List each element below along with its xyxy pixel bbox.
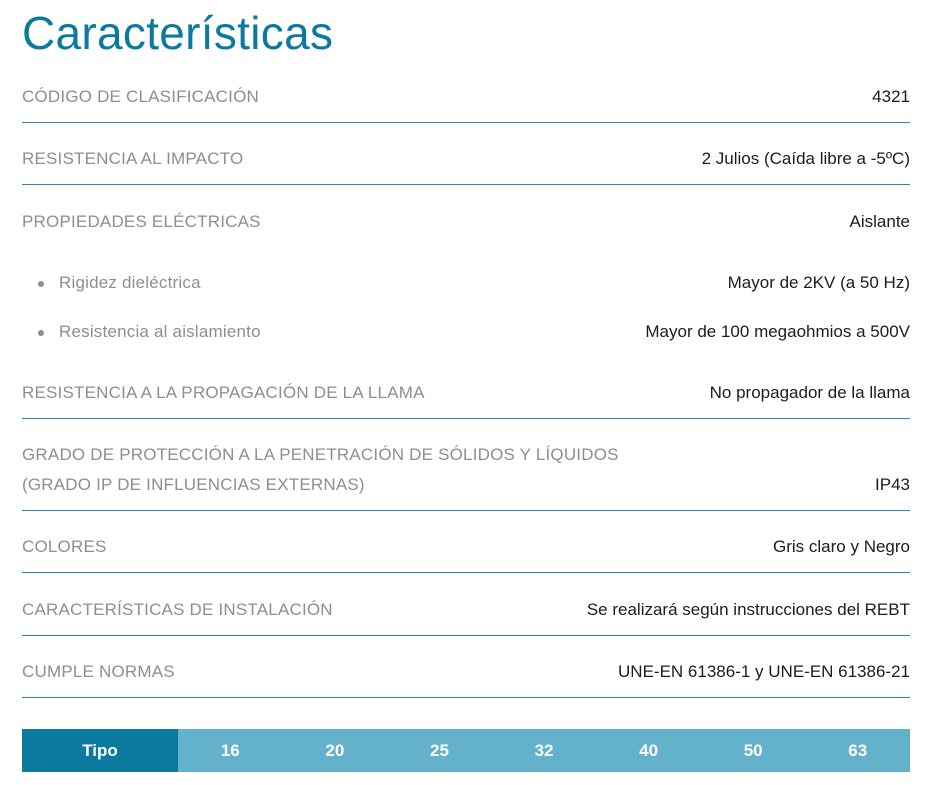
tipo-header: Tipo xyxy=(22,729,178,772)
row-value: Gris claro y Negro xyxy=(773,537,910,556)
row-label: GRADO DE PROTECCIÓN A LA PENETRACIÓN DE SÓLIDOS Y LÍQUIDOS xyxy=(22,445,619,464)
row-ip-protection xyxy=(22,440,910,511)
row-colors xyxy=(22,532,910,573)
row-standards xyxy=(22,657,910,698)
tipo-option-63[interactable]: 63 xyxy=(848,740,868,760)
row-value: No propagador de la llama xyxy=(709,383,910,402)
row-impact-resistance xyxy=(22,144,910,185)
tipo-option-32[interactable]: 32 xyxy=(534,740,554,760)
subrow-insulation-resistance xyxy=(22,317,910,357)
row-value: 2 Julios (Caída libre a -5ºC) xyxy=(701,149,910,168)
row-label-secondary: (GRADO IP DE INFLUENCIAS EXTERNAS) xyxy=(22,475,365,494)
bullet-icon xyxy=(38,281,44,287)
subrow-value: Mayor de 2KV (a 50 Hz) xyxy=(727,273,910,292)
tipo-bar xyxy=(22,729,910,772)
row-value: UNE-EN 61386-1 y UNE-EN 61386-21 xyxy=(618,662,910,681)
tipo-option-20[interactable]: 20 xyxy=(325,740,345,760)
row-installation xyxy=(22,595,910,636)
subrow-dielectric-strength xyxy=(22,268,910,308)
bullet-icon xyxy=(38,330,44,336)
tipo-option-16[interactable]: 16 xyxy=(220,740,240,760)
subrow-label: Rigidez dieléctrica xyxy=(59,273,201,292)
row-value: 4321 xyxy=(872,87,910,106)
row-flame-propagation xyxy=(22,378,910,419)
row-value: Aislante xyxy=(849,212,910,231)
row-label: COLORES xyxy=(22,537,107,556)
row-label: PROPIEDADES ELÉCTRICAS xyxy=(22,212,261,231)
tipo-option-50[interactable]: 50 xyxy=(743,740,763,760)
row-value: IP43 xyxy=(875,475,910,494)
row-label: CÓDIGO DE CLASIFICACIÓN xyxy=(22,87,259,106)
row-label: RESISTENCIA AL IMPACTO xyxy=(22,149,244,168)
page-title: Características xyxy=(22,7,334,59)
tipo-option-25[interactable]: 25 xyxy=(429,740,449,760)
subrow-value: Mayor de 100 megaohmios a 500V xyxy=(645,322,910,341)
subrow-label: Resistencia al aislamiento xyxy=(59,322,261,341)
row-classification-code xyxy=(22,82,910,123)
row-label: RESISTENCIA A LA PROPAGACIÓN DE LA LLAMA xyxy=(22,383,425,402)
tipo-option-40[interactable]: 40 xyxy=(639,740,659,760)
row-label: CARACTERÍSTICAS DE INSTALACIÓN xyxy=(22,600,333,619)
row-value: Se realizará según instrucciones del REBT xyxy=(586,600,910,619)
row-label: CUMPLE NORMAS xyxy=(22,662,175,681)
row-electrical-properties xyxy=(22,207,910,247)
